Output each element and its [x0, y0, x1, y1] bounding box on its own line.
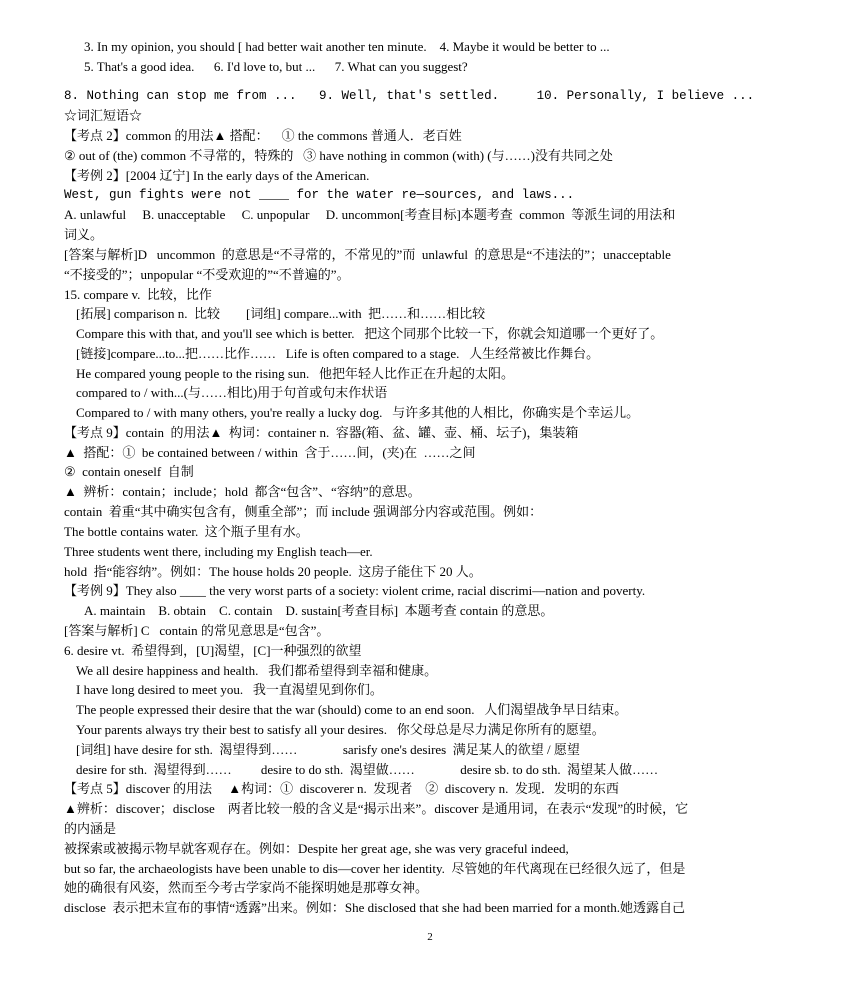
text-line: I have long desired to meet you. 我一直渴望见到你们。	[76, 682, 383, 697]
text-line: 的内涵是	[64, 821, 117, 836]
text-line: 被探索或被揭示物早就客观存在。例如：Despite her great age, she was very graceful indeed,	[64, 841, 569, 856]
text-line: disclose 表示把未宣布的事情“透露”出来。例如：She disclosed that she had been married for a month.她透露自己	[64, 900, 686, 915]
text-line: A. maintain B. obtain C. contain D. sustain[考查目标] 本题考查 contain 的意思。	[84, 603, 554, 618]
text-line: Three students went there, including my English teach—er.	[64, 544, 373, 559]
text-line: 3. In my opinion, you should [ had better wait another ten minute. 4. Maybe it would be better to ...	[84, 39, 610, 54]
text-line: Your parents always try their best to satisfy all your desires. 你父母总是尽力满足你所有的愿望。	[76, 722, 605, 737]
text-line: The bottle contains water. 这个瓶子里有水。	[64, 524, 309, 539]
text-line: [拓展] comparison n. 比较 [词组] compare...with 把……和……相比较	[76, 306, 486, 321]
text-line: He compared young people to the rising sun. 他把年轻人比作正在升起的太阳。	[76, 366, 514, 381]
text-line: ▲ 搭配：① be contained between / within 含于……间，(夹)在 ……之间	[64, 445, 476, 460]
text-line: ② out of (the) common 不寻常的，特殊的 ③ have nothing in common (with) (与……)没有共同之处	[64, 148, 613, 163]
text-line: The people expressed their desire that the war (should) come to an end soon. 人们渴望战争早日结束。	[76, 702, 628, 717]
text-line: Compared to / with many others, you're really a lucky dog. 与许多其他的人相比，你确实是个幸运儿。	[76, 405, 640, 420]
text-line: compared to / with...(与……相比)用于句首或句末作状语	[76, 385, 388, 400]
text-line: hold 指“能容纳”。例如：The house holds 20 people. 这房子能住下 20 人。	[64, 564, 482, 579]
text-line: 5. That's a good idea. 6. I'd love to, but ... 7. What can you suggest?	[84, 59, 468, 74]
text-line: ☆词汇短语☆	[64, 108, 143, 123]
text-line: ② contain oneself 自制	[64, 464, 194, 479]
text-line: contain 着重“其中确实包含有，侧重全部”；而 include 强调部分内容或范围。例如：	[64, 504, 543, 519]
text-line: 6. desire vt. 希望得到，[U]渴望，[C]一种强烈的欲望	[64, 643, 362, 658]
text-line: ▲辨析：discover；disclose 两者比较一般的含义是“揭示出来”。discover 是通用词，在表示“发现”的时候，它	[64, 801, 689, 816]
text-line: We all desire happiness and health. 我们都希望得到幸福和健康。	[76, 663, 438, 678]
text-line: [词组] have desire for sth. 渴望得到…… sarisfy one's desires 满足某人的欲望 / 愿望	[76, 742, 580, 757]
text-line: [答案与解析]D uncommon 的意思是“不寻常的，不常见的”而 unlawful 的意思是“不违法的”；unacceptable	[64, 247, 671, 262]
text-line: A. unlawful B. unacceptable C. unpopular D. uncommon[考查目标]本题考查 common 等派生词的用法和	[64, 207, 676, 222]
text-line: 15. compare v. 比较，比作	[64, 287, 212, 302]
text-line: ▲ 辨析：contain；include；hold 都含“包含”、“容纳”的意思。	[64, 484, 421, 499]
text-line: 她的确很有风姿，然而至今考古学家尚不能探明她是那尊女神。	[64, 880, 429, 895]
text-line: 【考点 2】common 的用法▲ 搭配： ① the commons 普通人．老百姓	[64, 128, 462, 143]
text-line: 词义。	[64, 227, 104, 242]
text-line: [答案与解析] C contain 的常见意思是“包含”。	[64, 623, 330, 638]
text-line: 【考点 5】discover 的用法 ▲构词：① discoverer n. 发现者 ② discovery n. 发现．发明的东西	[64, 781, 619, 796]
text-line: “不接受的”；unpopular “不受欢迎的”“不普遍的”。	[64, 267, 350, 282]
text-line: West, gun fights were not ____ for the water re—sources, and laws...	[64, 188, 575, 202]
text-line: 【考点 9】contain 的用法▲ 构词：container n. 容器(箱、盆、罐、壶、桶、坛子)，集装箱	[64, 425, 579, 440]
text-line: but so far, the archaeologists have been unable to dis—cover her identity. 尽管她的年代离现在已经很久远了，但是	[64, 861, 686, 876]
page-number: 2	[427, 931, 433, 943]
text-line: [链接]compare...to...把……比作…… Life is often compared to a stage. 人生经常被比作舞台。	[76, 346, 600, 361]
text-line: 【考例 9】They also ____ the very worst parts of a society: violent crime, racial discrimi—nation and poverty.	[64, 583, 646, 598]
text-line: 8. Nothing can stop me from ... 9. Well, that's settled. 10. Personally, I believe ...	[64, 89, 755, 103]
text-line: 【考例 2】[2004 辽宁] In the early days of the American.	[64, 168, 370, 183]
text-line: desire for sth. 渴望得到…… desire to do sth. 渴望做…… desire sb. to do sth. 渴望某人做……	[76, 762, 659, 777]
text-line: Compare this with that, and you'll see which is better. 把这个同那个比较一下，你就会知道哪一个更好了。	[76, 326, 664, 341]
